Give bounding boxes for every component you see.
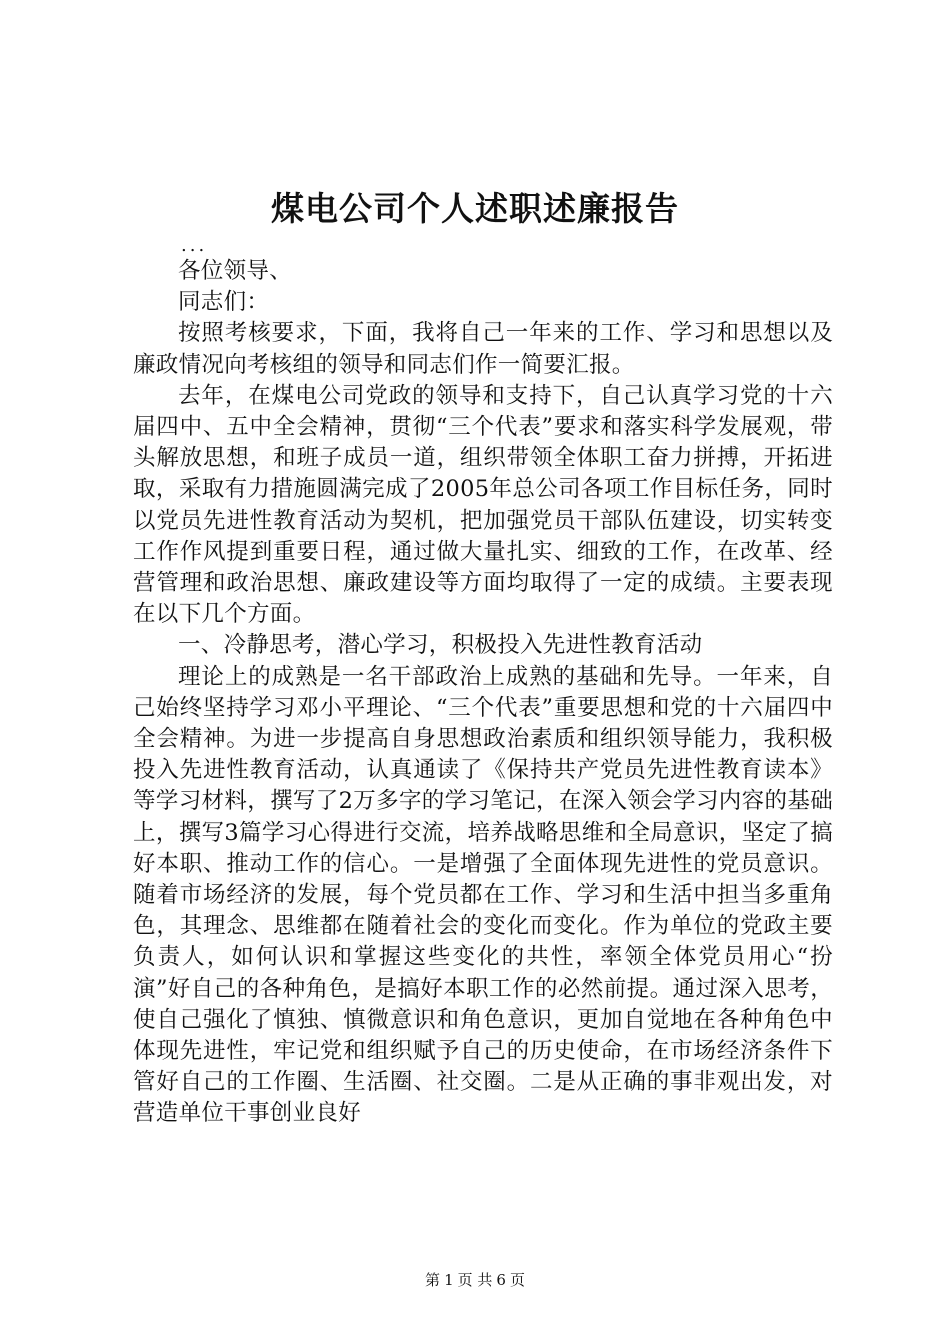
paragraph-summary: 去年，在煤电公司党政的领导和支持下，自己认真学习党的十六届四中、五中全会精神，贯彻“三个代表”要求和落实科学发展观，带头解放思想，和班子成员一道，组织带领全体职工奋力拼搏，开拓进取，采取有力措施圆满完成了2005年总公司各项工作目标任务，同时以党员先进性教育活动为契机，把加强党员干部队伍建设，切实转变工作作风提到重要日程，通过做大量扎实、细致的工作，在改革、经营管理和政治思想、廉政建设等方面均取得了一定的成绩。主要表现在以下几个方面。: [133, 382, 833, 628]
page-number-label: 第 1 页 共 6 页: [425, 1271, 525, 1289]
document-title: 煤电公司个人述职述廉报告: [271, 189, 679, 228]
paragraph-theory: 理论上的成熟是一名干部政治上成熟的基础和先导。一年来，自己始终坚持学习邓小平理论、“三个代表”重要思想和党的十六届四中全会精神。为进一步提高自身思想政治素质和组织领导能力，我积极投入先进性教育活动，认真通读了《保持共产党员先进性教育读本》等学习材料，撰写了2万多字的学习笔记，在深入领会学习内容的基础上，撰写3篇学习心得进行交流，培养战略思维和全局意识，坚定了搞好本职、推动工作的信心。一是增强了全面体现先进性的党员意识。随着市场经济的发展，每个党员都在工作、学习和生活中担当多重角色，其理念、思维都在随着社会的变化而变化。作为单位的党政主要负责人，如何认识和掌握这些变化的共性，率领全体党员用心“扮演”好自己的各种角色，是搞好本职工作的必然前提。通过深入思考，使自己强化了慎独、慎微意识和角色意识，更加自觉地在各种角色中体现先进性，牢记党和组织赋予自己的历史使命，在市场经济条件下管好自己的工作圈、生活圈、社交圈。二是从正确的事非观出发，对营造单位干事创业良好: [133, 663, 833, 1127]
ellipsis-line: ...: [181, 235, 208, 256]
paragraph-intro: 按照考核要求，下面，我将自己一年来的工作、学习和思想以及廉政情况向考核组的领导和同志们作一简要汇报。: [133, 320, 833, 378]
page-footer: [0, 1270, 950, 1290]
greeting-comrades: 同志们：: [178, 289, 270, 316]
document-body: [133, 236, 833, 1130]
total-page-number: 6: [496, 1271, 506, 1289]
current-page-number: 1: [444, 1271, 454, 1289]
greeting-leaders: 各位领导、: [178, 258, 293, 284]
section-heading-1: 一、冷静思考，潜心学习，积极投入先进性教育活动: [178, 632, 703, 659]
